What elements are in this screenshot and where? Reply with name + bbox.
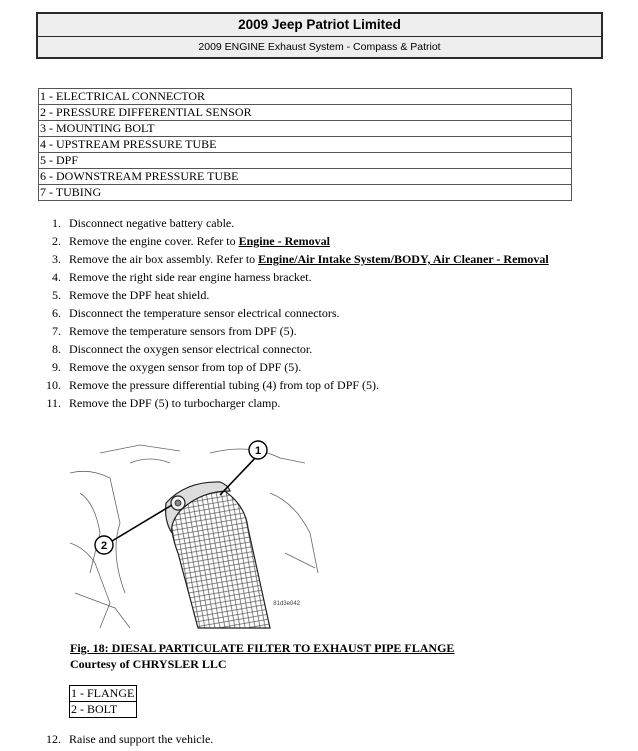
callout-1-leader — [220, 455, 258, 495]
step-text: Remove the pressure differential tubing (4) from top of DPF (5). — [69, 378, 380, 392]
legend-item: 1 - FLANGE — [70, 686, 137, 702]
step-text: Remove the engine cover. Refer to — [69, 234, 239, 248]
figure-caption — [70, 640, 454, 672]
page-header — [36, 12, 603, 59]
step-item — [36, 304, 549, 322]
legend-row — [70, 686, 137, 702]
air-cleaner-removal-link[interactable]: Engine/Air Intake System/BODY, Air Cleaner - Removal — [258, 252, 549, 266]
legend-row — [39, 89, 572, 105]
step-number: 4. — [52, 270, 61, 284]
step-item — [36, 232, 549, 250]
figure-courtesy: Courtesy of CHRYSLER LLC — [70, 657, 227, 671]
step-item — [36, 376, 549, 394]
legend-row — [39, 185, 572, 201]
step-text: Disconnect the oxygen sensor electrical connector. — [69, 342, 313, 356]
step-item — [36, 730, 213, 748]
legend-item: 4 - UPSTREAM PRESSURE TUBE — [39, 137, 572, 153]
step-text: Remove the temperature sensors from DPF (5). — [69, 324, 297, 338]
step-number: 9. — [52, 360, 61, 374]
step-text: Remove the DPF (5) to turbocharger clamp. — [69, 396, 281, 410]
legend-item: 2 - BOLT — [70, 702, 137, 718]
engine-removal-link[interactable]: Engine - Removal — [238, 234, 330, 248]
figure-code: 81d3e042 — [273, 601, 300, 607]
step-number: 2. — [52, 234, 61, 248]
legend-row — [39, 137, 572, 153]
step-number: 11. — [46, 396, 61, 410]
dpf-flange-illustration — [70, 433, 322, 633]
legend-item: 2 - PRESSURE DIFFERENTIAL SENSOR — [39, 105, 572, 121]
legend-row — [39, 121, 572, 137]
step-text: Disconnect the temperature sensor electrical connectors. — [69, 306, 340, 320]
filter-body — [170, 488, 270, 628]
step-item — [36, 322, 549, 340]
callout-2-leader — [112, 505, 172, 541]
legend-item: 3 - MOUNTING BOLT — [39, 121, 572, 137]
document-title: 2009 Jeep Patriot Limited — [238, 17, 401, 32]
step-text: Disconnect negative battery cable. — [69, 216, 235, 230]
step-item — [36, 286, 549, 304]
figure-title[interactable]: Fig. 18: DIESAL PARTICULATE FILTER TO EXHAUST PIPE FLANGE — [70, 641, 455, 655]
procedure-steps — [36, 214, 549, 412]
step-number: 12. — [46, 732, 61, 746]
step-number: 1. — [52, 216, 61, 230]
step-text: Remove the DPF heat shield. — [69, 288, 210, 302]
step-text: Raise and support the vehicle. — [69, 732, 214, 746]
callout-1-label: 1 — [254, 445, 262, 457]
legend-item: 7 - TUBING — [39, 185, 572, 201]
step-number: 10. — [46, 378, 61, 392]
step-item — [36, 214, 549, 232]
step-number: 7. — [52, 324, 61, 338]
figure-legend-table — [69, 685, 137, 718]
legend-item: 6 - DOWNSTREAM PRESSURE TUBE — [39, 169, 572, 185]
legend-row — [70, 702, 137, 718]
document-subtitle: 2009 ENGINE Exhaust System - Compass & Patriot — [38, 36, 601, 58]
legend-row — [39, 169, 572, 185]
legend-item: 1 - ELECTRICAL CONNECTOR — [39, 89, 572, 105]
legend-row — [39, 153, 572, 169]
step-item — [36, 268, 549, 286]
step-item — [36, 394, 549, 412]
legend-item: 5 - DPF — [39, 153, 572, 169]
illustration-svg — [70, 433, 322, 633]
step-number: 8. — [52, 342, 61, 356]
legend-row — [39, 105, 572, 121]
step-number: 6. — [52, 306, 61, 320]
callout-2-label: 2 — [100, 540, 108, 552]
step-text: Remove the oxygen sensor from top of DPF (5). — [69, 360, 302, 374]
component-legend-table — [38, 88, 572, 201]
step-item — [36, 340, 549, 358]
step-text: Remove the air box assembly. Refer to — [69, 252, 259, 266]
step-item — [36, 358, 549, 376]
step-number: 3. — [52, 252, 61, 266]
step-text: Remove the right side rear engine harness bracket. — [69, 270, 312, 284]
step-number: 5. — [52, 288, 61, 302]
step-item — [36, 250, 549, 268]
